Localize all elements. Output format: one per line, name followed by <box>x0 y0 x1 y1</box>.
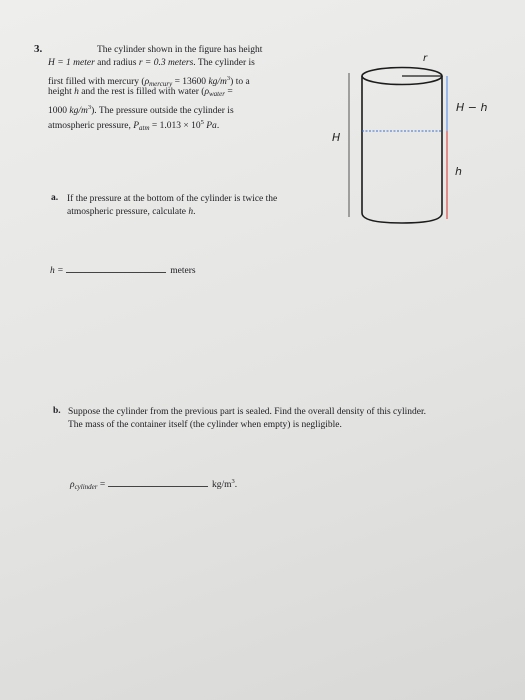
part-a-answer-blank[interactable] <box>66 262 166 273</box>
problem-number: 3. <box>34 43 43 55</box>
part-b-answer-row: $\rho_{cylinder} = kg/m^3$. <box>70 478 238 491</box>
intro-line-2: H = 1 meter and radius r = 0.3 meters. The cylinder is <box>48 58 255 68</box>
part-a-answer-unit: meters <box>170 266 196 276</box>
part-a-line-2: atmospheric pressure, calculate h. <box>67 207 196 217</box>
part-a-label: a. <box>51 193 59 203</box>
radius-label: r <box>423 53 428 64</box>
part-b-label: b. <box>53 406 61 416</box>
part-a-line-1: If the pressure at the bottom of the cylinder is twice the <box>67 194 278 204</box>
part-b-line-1: Suppose the cylinder from the previous part is sealed. Find the overall density of this cylinder. <box>68 407 427 417</box>
part-b-answer-blank[interactable] <box>108 476 208 487</box>
height-label: H <box>332 131 341 144</box>
part-b-answer-var: ρ <box>70 480 75 490</box>
part-a-answer-var: h = <box>50 266 64 276</box>
intro-line-1: The cylinder shown in the figure has height <box>97 45 263 55</box>
intro-line-6: atmospheric pressure, $P_{atm} = 1.013 \times 10^5$ Pa. <box>48 119 220 132</box>
cylinder-body-outline <box>362 76 442 223</box>
part-b-answer-unit: $kg/m^3$. <box>211 478 238 490</box>
h-minus-h-label: H − h <box>456 101 488 114</box>
intro-line-4: height h and the rest is filled with water ($\rho_{water}$ = <box>48 87 233 98</box>
cylinder-figure <box>330 45 515 235</box>
h-label: h <box>455 165 462 178</box>
intro-line-3: first filled with mercury ($\rho_{mercury} = 13600$ $kg/m^3$) to a <box>48 75 250 88</box>
part-b-line-2: The mass of the container itself (the cylinder when empty) is negligible. <box>68 420 342 430</box>
part-a-answer-row <box>50 262 196 279</box>
intro-line-5: 1000 $kg/m^3$). The pressure outside the cylinder is <box>48 104 234 116</box>
